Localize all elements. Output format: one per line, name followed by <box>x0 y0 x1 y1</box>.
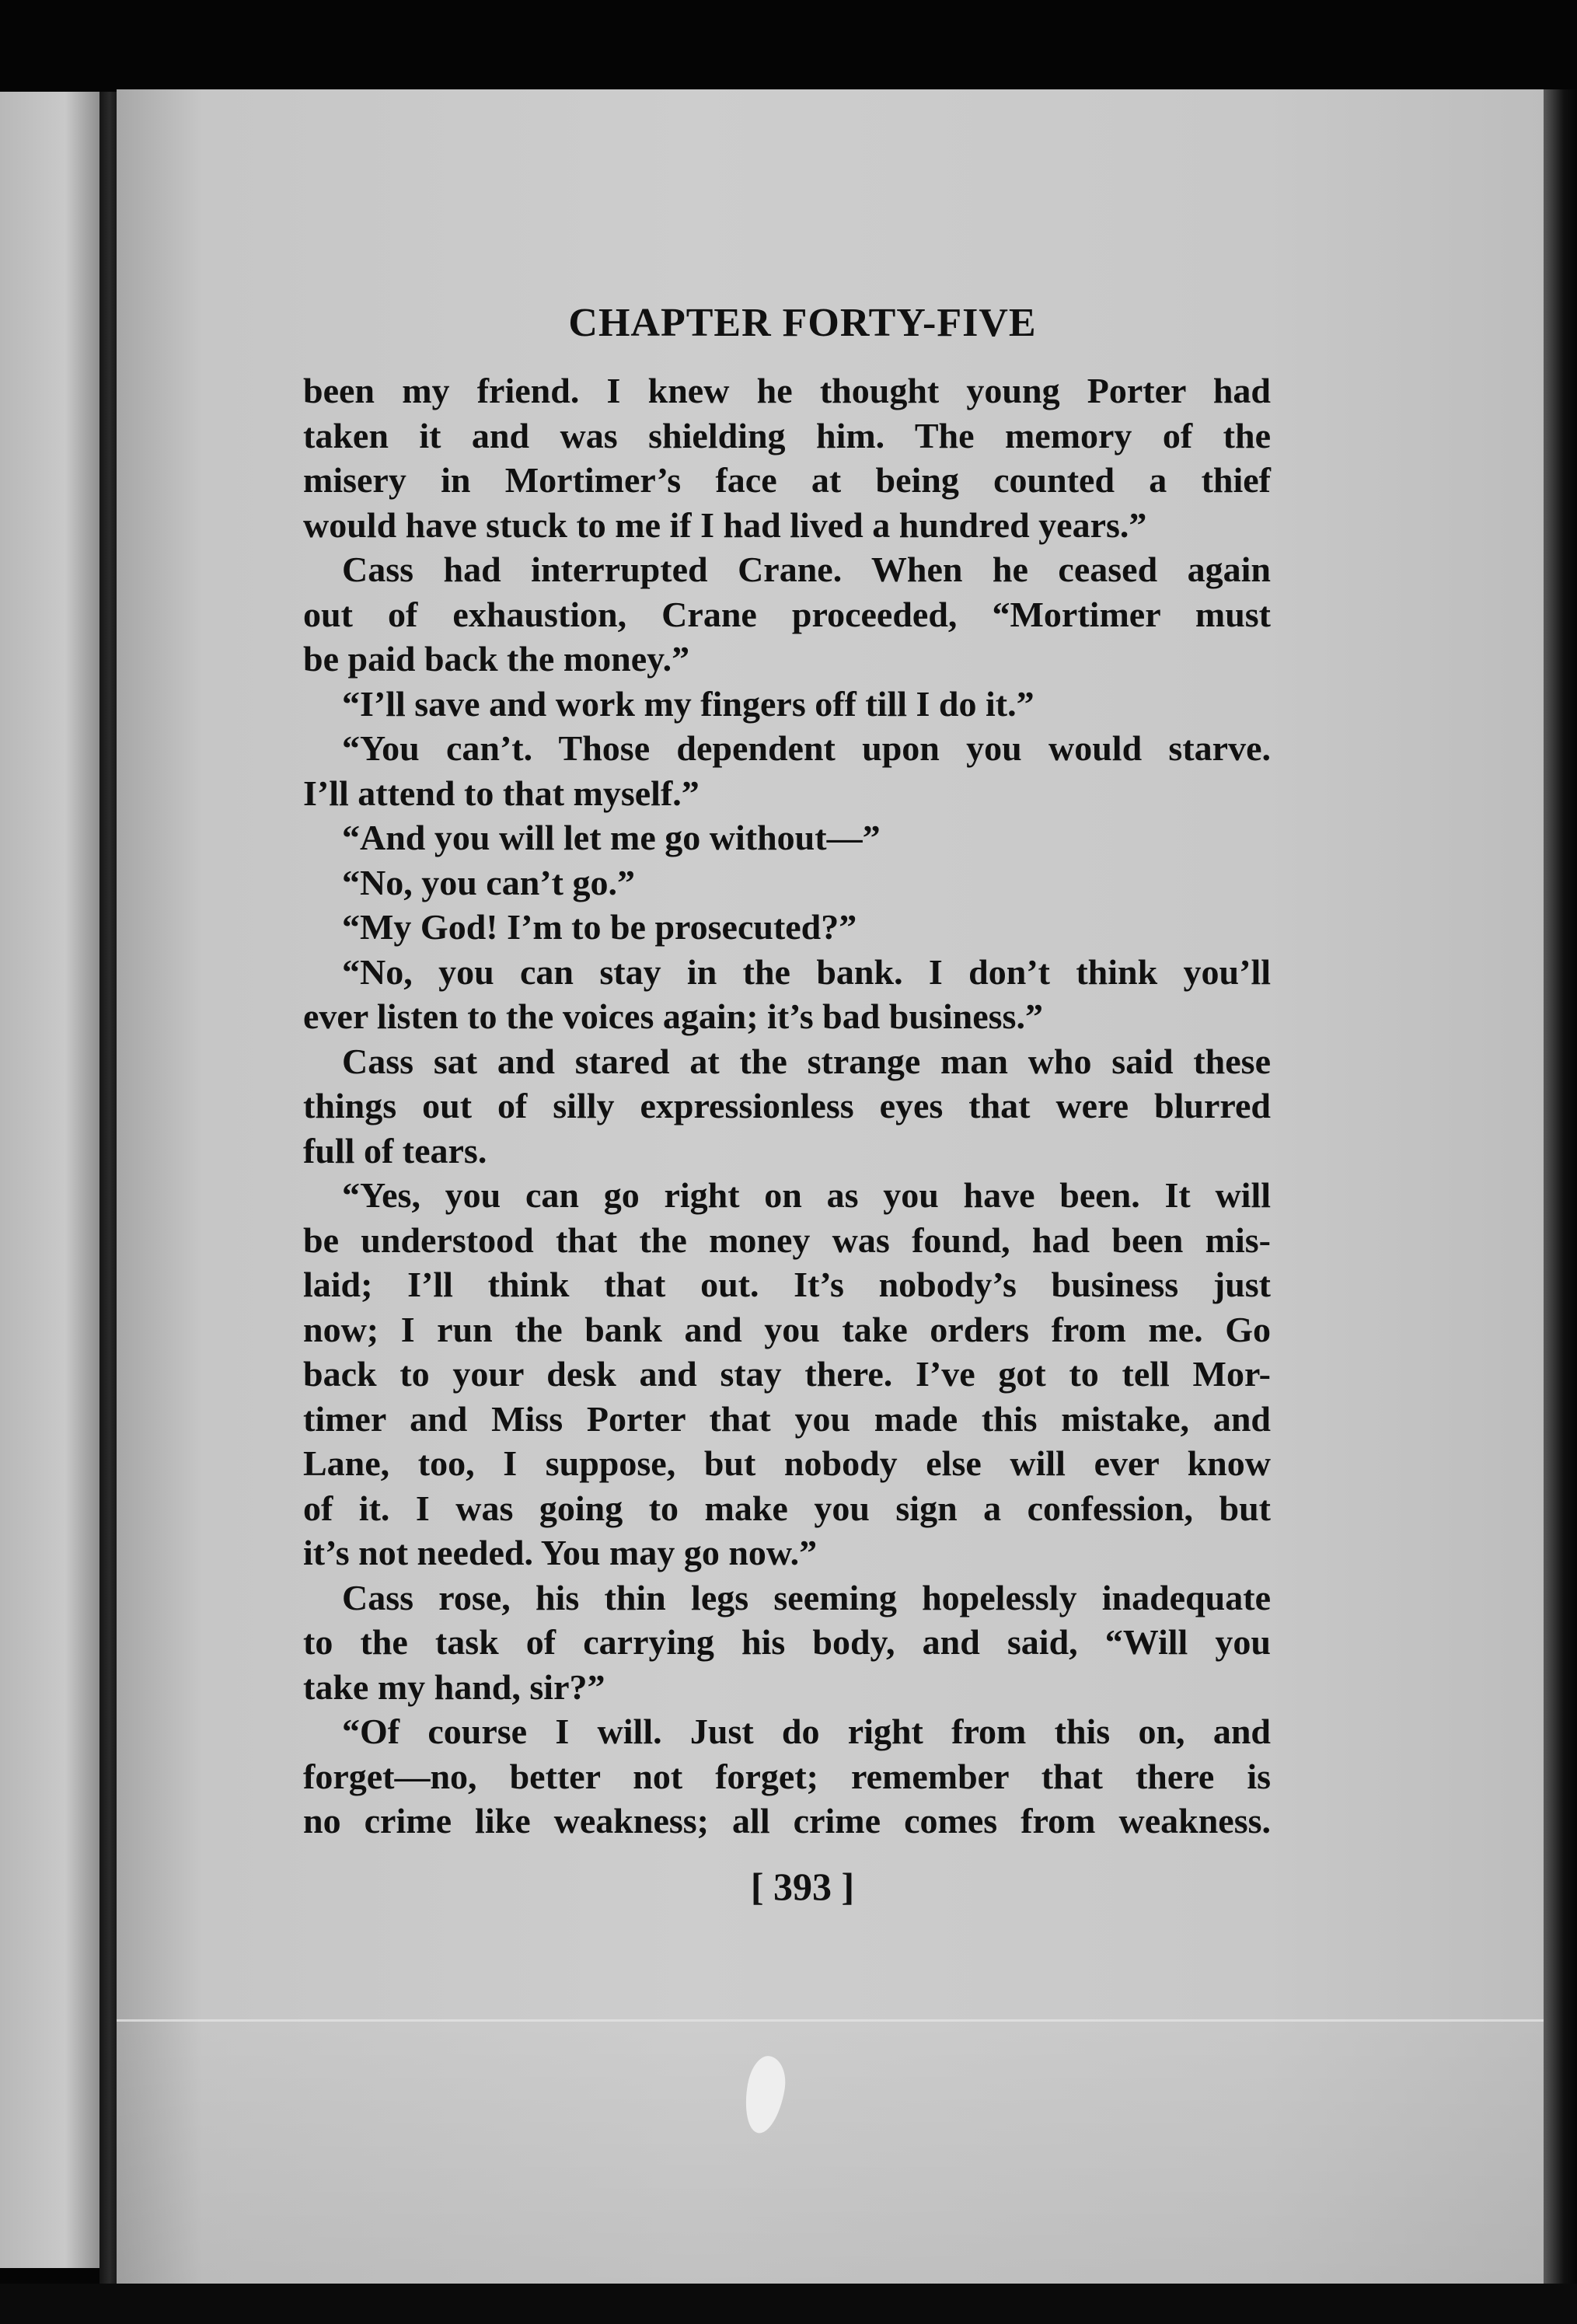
text-line: laid; I’ll think that out. It’s nobody’s business just <box>303 1265 1271 1304</box>
text-line: “And you will let me go without—” <box>342 818 881 857</box>
chapter-title: CHAPTER FORTY-FIVE <box>568 301 1037 345</box>
text-line: ever listen to the voices again; it’s bad business.” <box>303 996 1043 1036</box>
text-line: “You can’t. Those dependent upon you would starve. <box>342 728 1271 768</box>
text-line: of it. I was going to make you sign a confession, but <box>303 1488 1271 1528</box>
page-text-block <box>303 295 1271 1914</box>
text-line: taken it and was shielding him. The memory of the <box>303 415 1271 455</box>
text-line: back to your desk and stay there. I’ve got to tell Mor- <box>303 1354 1271 1394</box>
text-line: full of tears. <box>303 1130 487 1171</box>
text-line: Cass sat and stared at the strange man who said these <box>342 1041 1271 1081</box>
text-line: “No, you can stay in the bank. I don’t think you’ll <box>342 951 1271 992</box>
text-line: Cass rose, his thin legs seeming hopelessly inadequate <box>342 1577 1271 1617</box>
text-line: to the task of carrying his body, and said, “Will you <box>303 1622 1271 1662</box>
body-text <box>303 368 1271 1844</box>
scan-bottom-edge <box>0 2284 1577 2324</box>
text-line: things out of silly expressionless eyes that were blurred <box>303 1086 1271 1125</box>
text-line: take my hand, sir?” <box>303 1666 605 1707</box>
text-line: out of exhaustion, Crane proceeded, “Mortimer must <box>303 594 1271 634</box>
text-line: now; I run the bank and you take orders from me. Go <box>303 1309 1271 1349</box>
facing-page-edge <box>0 92 109 2268</box>
page-lower-shade <box>117 2021 1545 2289</box>
text-line: misery in Mortimer’s face at being counted a thief <box>303 460 1271 500</box>
text-line: no crime like weakness; all crime comes from weakness. <box>303 1801 1271 1841</box>
text-line: would have stuck to me if I had lived a hundred years.” <box>303 504 1147 545</box>
text-line: forget—no, better not forget; remember that there is <box>303 1756 1271 1796</box>
text-line: timer and Miss Porter that you made this mistake, and <box>303 1398 1271 1439</box>
fold-line <box>117 2019 1545 2022</box>
page-number: [ 393 ] <box>750 1864 855 1908</box>
text-line: “No, you can’t go.” <box>342 862 635 902</box>
text-line: “Of course I will. Just do right from this on, and <box>342 1712 1271 1751</box>
text-line: Cass had interrupted Crane. When he ceased again <box>342 550 1271 589</box>
text-line: be understood that the money was found, had been mis- <box>303 1220 1271 1260</box>
text-line: “I’ll save and work my fingers off till I do it.” <box>342 683 1034 724</box>
page-right-edge <box>1544 89 1577 2289</box>
text-line: “My God! I’m to be prosecuted?” <box>342 907 857 947</box>
text-line: it’s not needed. You may go now.” <box>303 1533 818 1572</box>
text-line: I’ll attend to that myself.” <box>303 773 700 813</box>
text-line: been my friend. I knew he thought young Porter had <box>303 371 1271 410</box>
text-line: be paid back the money.” <box>303 639 690 679</box>
text-line: Lane, too, I suppose, but nobody else will ever know <box>303 1443 1271 1483</box>
text-line: “Yes, you can go right on as you have been. It will <box>342 1175 1271 1215</box>
